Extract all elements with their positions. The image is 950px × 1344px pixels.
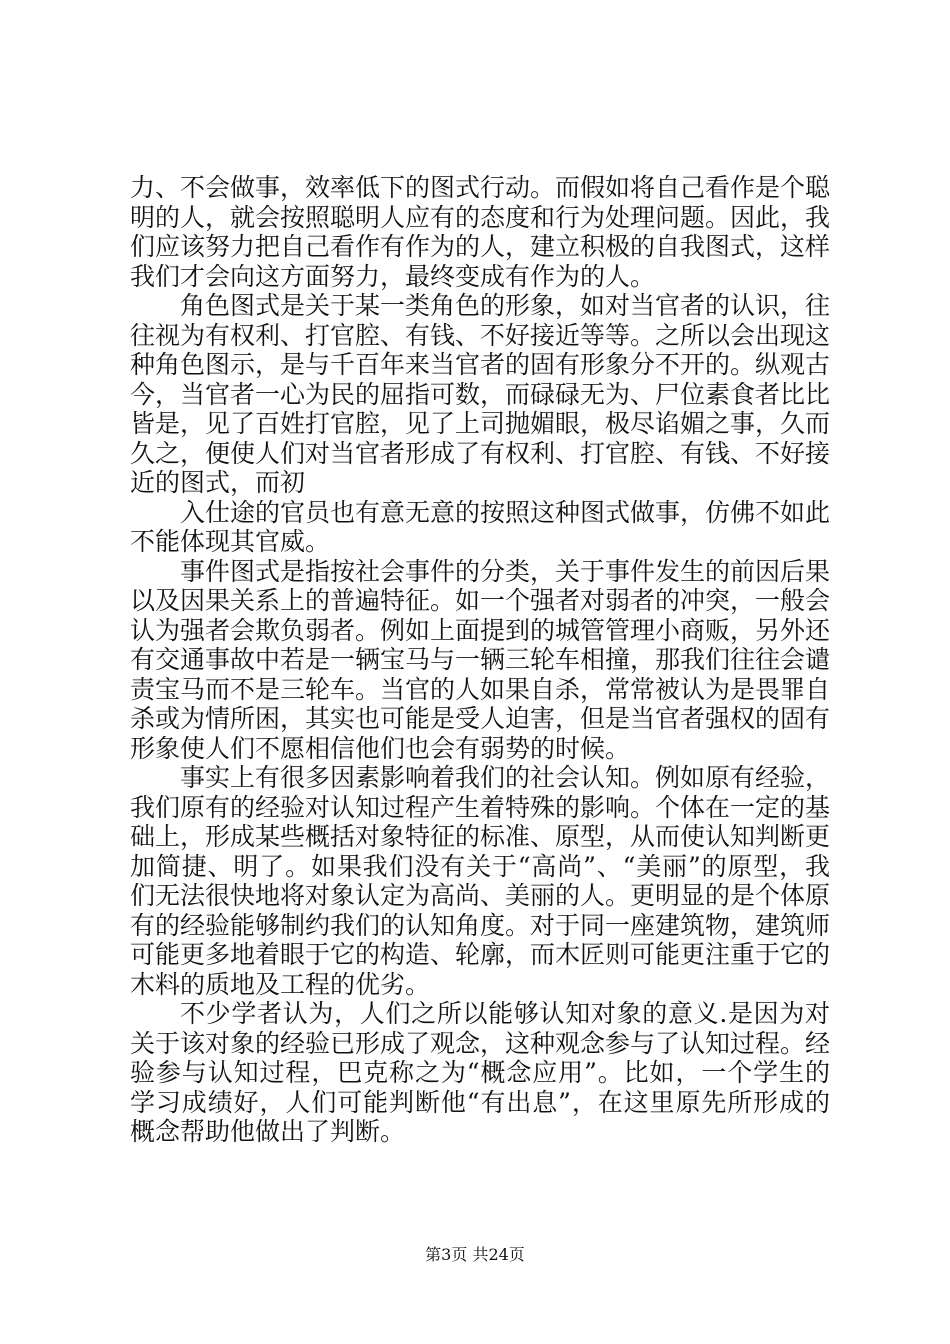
paragraph-5: 事实上有很多因素影响着我们的社会认知。例如原有经验，我们原有的经验对认知过程产生着特殊的影响。个体在一定的基础上，形成某些概括对象特征的标准、原型，从而使认知判断更加简捷、明了。如果我们没有关于“高尚”、“美丽”的原型，我们无法很快地将对象认定为高尚、美丽的人。更明显的是个体原有的经验能够制约我们的认知角度。对于同一座建筑物，建筑师可能更多地着眼于它的构造、轮廓，而木匠则可能更注重于它的木料的质地及工程的优劣。 (130, 763, 831, 999)
paragraph-4: 事件图式是指按社会事件的分类，关于事件发生的前因后果以及因果关系上的普遍特征。如一个强者对弱者的冲突，一般会认为强者会欺负弱者。例如上面提到的城管管理小商贩，另外还有交通事故中若是一辆宝马与一辆三轮车相撞，那我们往往会谴责宝马而不是三轮车。当官的人如果自杀，常常被认为是畏罪自杀或为情所困，其实也可能是受人迫害，但是当官者强权的固有形象使人们不愿相信他们也会有弱势的时候。 (130, 556, 831, 763)
paragraph-1: 力、不会做事，效率低下的图式行动。而假如将自己看作是个聪明的人，就会按照聪明人应有的态度和行为处理问题。因此，我们应该努力把自己看作有作为的人，建立积极的自我图式，这样我们才会向这方面努力，最终变成有作为的人。 (130, 173, 831, 291)
paragraph-2: 角色图式是关于某一类角色的形象，如对当官者的认识，往往视为有权利、打官腔、有钱、不好接近等等。之所以会出现这种角色图示，是与千百年来当官者的固有形象分不开的。纵观古今，当官者一心为民的屈指可数，而碌碌无为、尸位素食者比比皆是，见了百姓打官腔，见了上司抛媚眼，极尽谄媚之事，久而久之，便使人们对当官者形成了有权利、打官腔、有钱、不好接近的图式，而初 (130, 291, 831, 497)
document-body (130, 173, 830, 1147)
paragraph-6: 不少学者认为，人们之所以能够认知对象的意义.是因为对关于该对象的经验已形成了观念，这种观念参与了认知过程。经验参与认知过程，巴克称之为“概念应用”。比如，一个学生的学习成绩好，人们可能判断他“有出息”，在这里原先所形成的概念帮助他做出了判断。 (130, 999, 831, 1146)
page-number-footer: 第3页 共24页 (425, 1245, 525, 1264)
paragraph-3: 入仕途的官员也有意无意的按照这种图式做事，仿佛不如此不能体现其官威。 (130, 497, 831, 556)
